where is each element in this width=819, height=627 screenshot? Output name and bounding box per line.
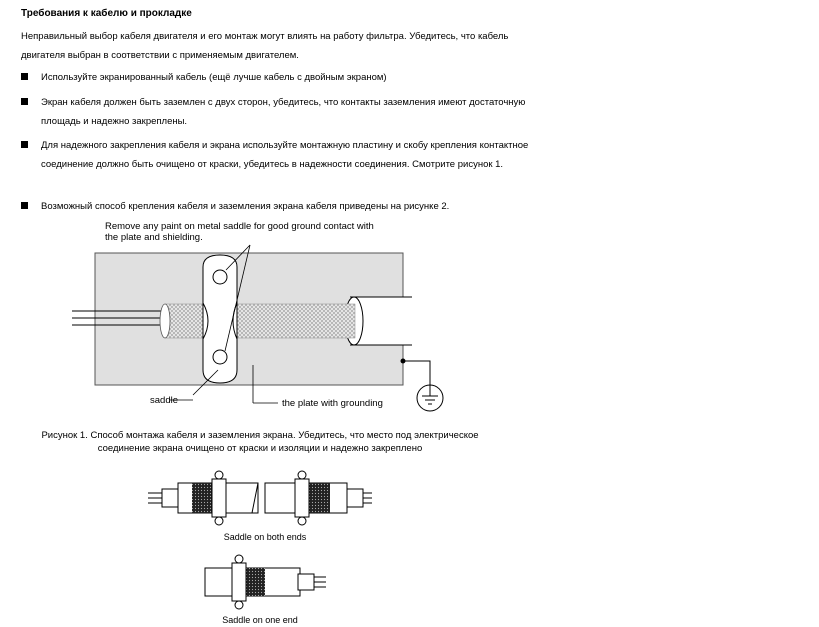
label-plate: the plate with grounding [282,398,383,409]
intro-paragraph: Неправильный выбор кабеля двигателя и его монтаж могут влиять на работу фильтра. Убедитесь, что кабель двигателя выбран в соответствии с применяемым двигателем. [21,31,509,61]
saddle-clamp [212,479,226,517]
caption-line-2: соединение экрана очищено от краски и изоляции и надежно закреплено [97,443,423,454]
bullet-square-icon [21,202,28,209]
figure-1-caption [0,429,520,455]
saddle-hole-top [213,270,227,284]
saddle-hole-bottom [213,350,227,364]
bullet-item [21,136,541,193]
cable-left-both-ends [148,471,258,525]
caption-line-1: Рисунок 1. Способ монтажа кабеля и заземления экрана. Убедитесь, что место под электрическое [41,430,479,441]
figure-1-diagram [0,215,520,425]
ground-symbol-icon [401,359,444,412]
bullet-text: Возможный способ крепления кабеля и заземления экрана кабеля приведены на рисунке 2. [41,201,450,212]
label-saddle-both-ends: Saddle on both ends [223,532,307,542]
bullet-square-icon [21,98,28,105]
label-saddle-one-end: Saddle on one end [222,615,298,625]
annotation-line-1: Remove any paint on metal saddle for good ground contact with [105,221,374,232]
cable-one-end [205,555,326,609]
bullet-square-icon [21,141,28,148]
saddle-clamp [295,479,309,517]
bullet-item [21,68,541,87]
bullet-square-icon [21,73,28,80]
saddle-clamp [232,563,246,601]
label-saddle: saddle [150,395,178,406]
bullet-item [21,197,541,216]
metal-saddle [203,255,237,383]
bullet-item [21,93,541,131]
bullet-text: Для надежного закрепления кабеля и экрана используйте монтажную пластину и скобу крепления контактное соединение должно быть очищено от краски, убедитесь в надежности соединения. Смотрите рисунок 1. [41,140,529,170]
cable-right-both-ends [265,471,372,525]
bullet-text: Экран кабеля должен быть заземлен с двух сторон, убедитесь, что контакты заземления имеют достаточную площадь и надежно закреплены. [41,97,526,127]
bullet-text: Используйте экранированный кабель (ещё лучше кабель с двойным экраном) [41,72,387,83]
cable-shield-braid [165,304,355,338]
annotation-line-2: the plate and shielding. [105,232,203,243]
figure-2-diagram [140,465,390,627]
section-title: Требования к кабелю и прокладке [21,8,192,19]
